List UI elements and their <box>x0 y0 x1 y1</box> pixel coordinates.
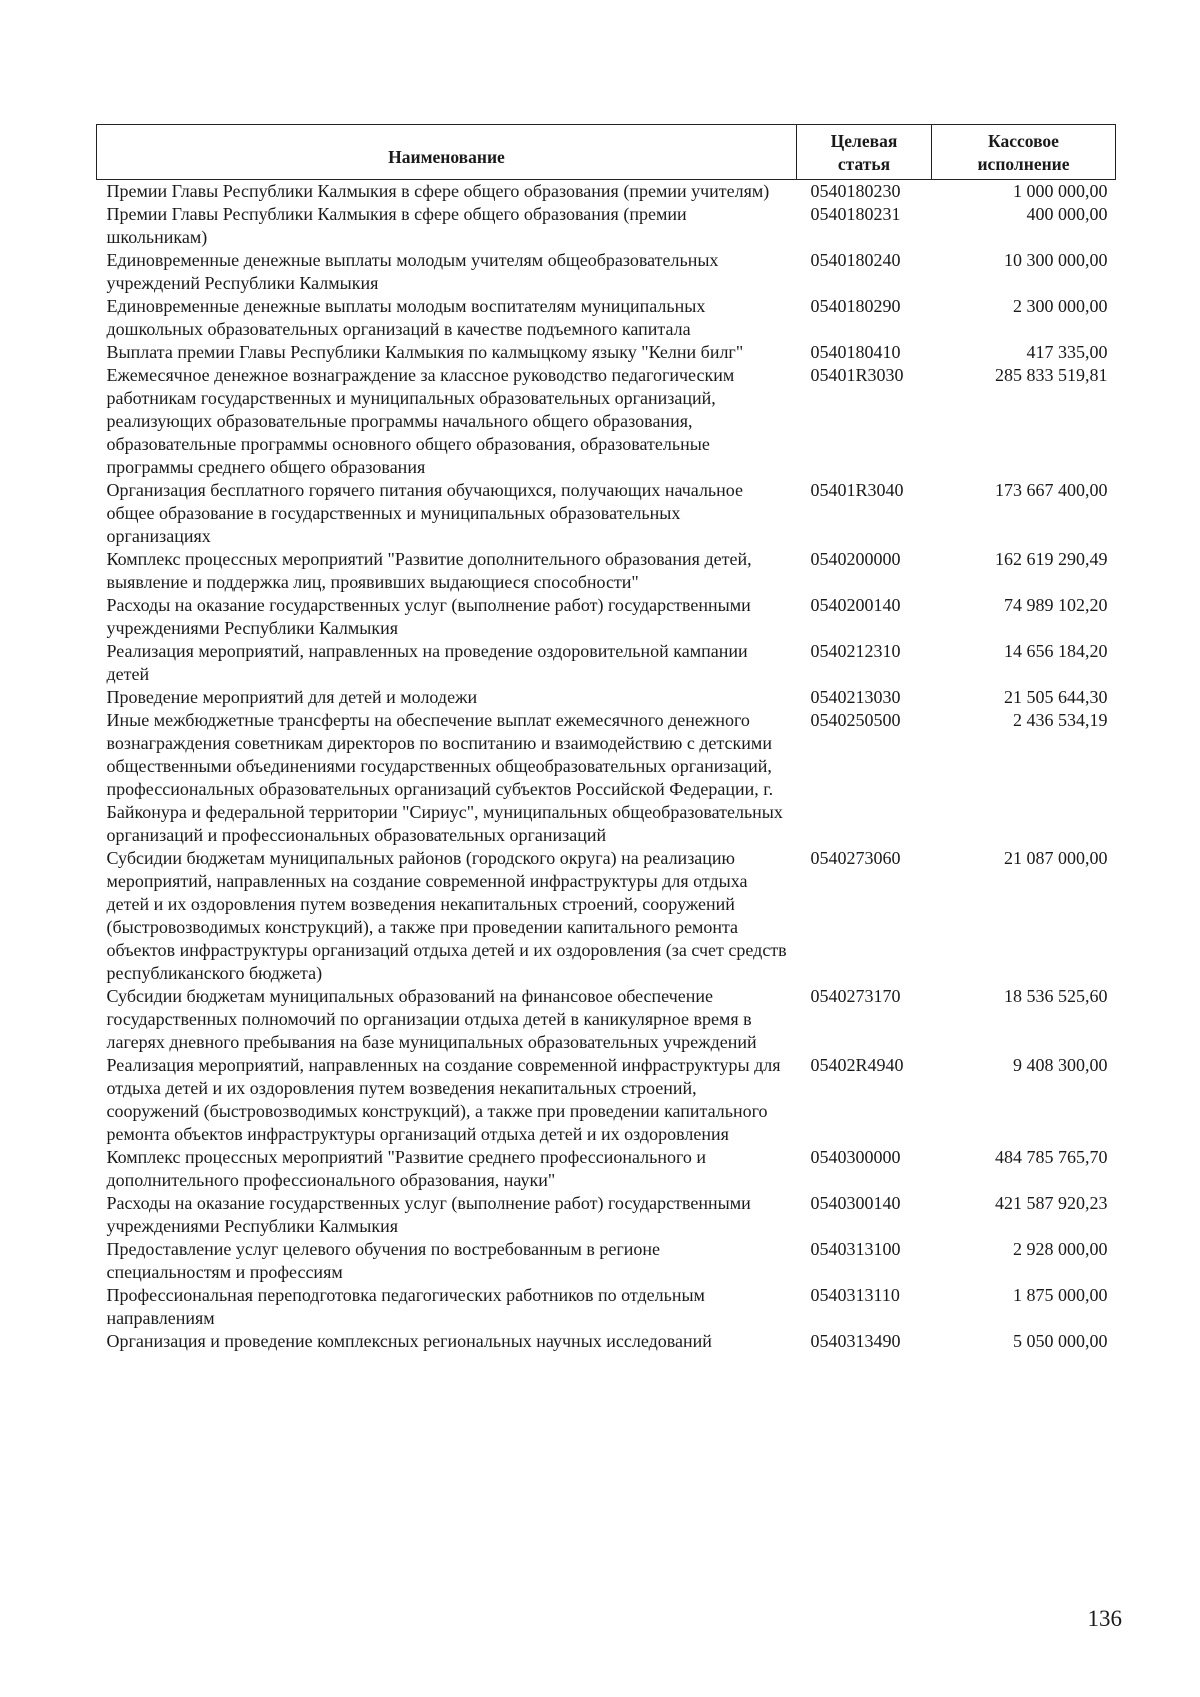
row-cash-execution: 14 656 184,20 <box>1004 641 1108 661</box>
table-row <box>97 295 1116 341</box>
table-row <box>97 1054 1116 1146</box>
row-name: Предоставление услуг целевого обучения по востребованным в регионе специальностям и профессиям <box>106 1239 661 1282</box>
table-row <box>97 847 1116 985</box>
table-row <box>97 1192 1116 1238</box>
row-cash-execution: 21 505 644,30 <box>1004 687 1108 707</box>
row-name: Профессиональная переподготовка педагогических работников по отдельным направлениям <box>106 1285 705 1328</box>
row-name: Комплекс процессных мероприятий "Развитие дополнительного образования детей, выявление и поддержка лиц, проявивших выдающиеся способности" <box>106 549 752 592</box>
row-target-code: 0540180240 <box>810 250 901 270</box>
row-name: Субсидии бюджетам муниципальных образований на финансовое обеспечение государственных полномочий по организации отдыха детей в каникулярное время в лагерях дневного пребывания на базе муниципальных образовательных учреждений <box>106 986 757 1052</box>
table-row <box>97 1330 1116 1353</box>
table-row <box>97 479 1116 548</box>
budget-execution-table <box>96 124 1116 1353</box>
row-target-code: 05401R3040 <box>810 480 904 500</box>
row-cash-execution: 2 300 000,00 <box>1013 296 1108 316</box>
row-target-code: 0540200000 <box>810 549 901 569</box>
row-target-code: 0540180230 <box>810 181 901 201</box>
header-code-line1: Целевая <box>830 131 898 151</box>
header-amount-line2: исполнение <box>977 154 1070 174</box>
row-name: Субсидии бюджетам муниципальных районов (городского округа) на реализацию мероприятий, направленных на создание современной инфраструктуры для отдыха детей и их оздоровления путем возведения некапитальных строений, сооружений (быстровозводимых конструкций), а также при проведении капитального ремонта объектов инфраструктуры организаций отдыха детей и их оздоровления (за счет средств республиканского бюджета) <box>106 848 787 983</box>
table-header-row <box>97 125 1116 180</box>
row-target-code: 0540313490 <box>810 1331 901 1351</box>
table-row <box>97 594 1116 640</box>
row-name: Расходы на оказание государственных услуг (выполнение работ) государственными учреждениями Республики Калмыкия <box>106 1193 751 1236</box>
table-row <box>97 1146 1116 1192</box>
header-name <box>97 125 797 180</box>
table-row <box>97 985 1116 1054</box>
row-target-code: 05402R4940 <box>810 1055 904 1075</box>
table-row <box>97 709 1116 847</box>
row-cash-execution: 2 436 534,19 <box>1013 710 1108 730</box>
page-number: 136 <box>1087 1606 1122 1631</box>
row-target-code: 0540313100 <box>810 1239 901 1259</box>
row-target-code: 0540180231 <box>810 204 901 224</box>
header-amount-line1: Кассовое <box>988 131 1059 151</box>
row-cash-execution: 162 619 290,49 <box>995 549 1108 569</box>
row-target-code: 0540180290 <box>810 296 901 316</box>
row-cash-execution: 400 000,00 <box>1026 204 1108 224</box>
table-row <box>97 1238 1116 1284</box>
row-cash-execution: 74 989 102,20 <box>1004 595 1108 615</box>
row-cash-execution: 285 833 519,81 <box>995 365 1108 385</box>
row-cash-execution: 5 050 000,00 <box>1013 1331 1108 1351</box>
row-cash-execution: 417 335,00 <box>1026 342 1108 362</box>
table-row <box>97 203 1116 249</box>
row-name: Организация и проведение комплексных региональных научных исследований <box>106 1331 712 1351</box>
header-amount <box>932 125 1116 180</box>
row-target-code: 0540250500 <box>810 710 901 730</box>
header-code <box>797 125 932 180</box>
row-cash-execution: 1 875 000,00 <box>1013 1285 1108 1305</box>
table-row <box>97 640 1116 686</box>
row-name: Премии Главы Республики Калмыкия в сфере общего образования (премии школьникам) <box>106 204 687 247</box>
row-cash-execution: 2 928 000,00 <box>1013 1239 1108 1259</box>
row-name: Премии Главы Республики Калмыкия в сфере общего образования (премии учителям) <box>106 181 770 201</box>
row-target-code: 0540200140 <box>810 595 901 615</box>
row-cash-execution: 173 667 400,00 <box>995 480 1108 500</box>
row-name: Единовременные денежные выплаты молодым учителям общеобразовательных учреждений Республики Калмыкия <box>106 250 719 293</box>
row-target-code: 05401R3030 <box>810 365 904 385</box>
row-cash-execution: 484 785 765,70 <box>995 1147 1108 1167</box>
row-cash-execution: 1 000 000,00 <box>1013 181 1108 201</box>
row-cash-execution: 18 536 525,60 <box>1004 986 1108 1006</box>
row-target-code: 0540300140 <box>810 1193 901 1213</box>
row-cash-execution: 421 587 920,23 <box>995 1193 1108 1213</box>
row-name: Проведение мероприятий для детей и молодежи <box>106 687 478 707</box>
row-cash-execution: 10 300 000,00 <box>1004 250 1108 270</box>
row-target-code: 0540213030 <box>810 687 901 707</box>
row-name: Единовременные денежные выплаты молодым воспитателям муниципальных дошкольных образовательных организаций в качестве подъемного капитала <box>106 296 706 339</box>
row-target-code: 0540180410 <box>810 342 901 362</box>
table-row <box>97 180 1116 204</box>
row-name: Ежемесячное денежное вознаграждение за классное руководство педагогическим работникам государственных и муниципальных образовательных организаций, реализующих образовательные программы начального общего образования, образовательные программы основного общего образования, образовательные программы среднего общего образования <box>106 365 735 477</box>
table-row <box>97 341 1116 364</box>
row-name: Реализация мероприятий, направленных на создание современной инфраструктуры для отдыха детей и их оздоровления путем возведения некапитальных строений, сооружений (быстровозводимых конструкций), а также при проведении капитального ремонта объектов инфраструктуры организаций отдыха детей и их оздоровления <box>106 1055 781 1144</box>
table-row <box>97 548 1116 594</box>
table-row <box>97 364 1116 479</box>
row-target-code: 0540273060 <box>810 848 901 868</box>
table-row <box>97 686 1116 709</box>
row-target-code: 0540273170 <box>810 986 901 1006</box>
table-row <box>97 249 1116 295</box>
table-body <box>97 180 1116 1354</box>
table-row <box>97 1284 1116 1330</box>
row-cash-execution: 9 408 300,00 <box>1013 1055 1108 1075</box>
row-name: Иные межбюджетные трансферты на обеспечение выплат ежемесячного денежного вознаграждения советникам директоров по воспитанию и взаимодействию с детскими общественными объединениями государственных общеобразовательных организаций, профессиональных образовательных организаций субъектов Российской Федерации, г. Байконура и федеральной территории "Сириус", муниципальных общеобразовательных организаций и профессиональных образовательных организаций <box>106 710 783 845</box>
row-cash-execution: 21 087 000,00 <box>1004 848 1108 868</box>
row-name: Организация бесплатного горячего питания обучающихся, получающих начальное общее образование в государственных и муниципальных образовательных организациях <box>106 480 743 546</box>
row-name: Реализация мероприятий, направленных на проведение оздоровительной кампании детей <box>106 641 748 684</box>
row-name: Комплекс процессных мероприятий "Развитие среднего профессионального и дополнительного профессионального образования, науки" <box>106 1147 707 1190</box>
row-name: Выплата премии Главы Республики Калмыкия по калмыцкому языку "Келни билг" <box>106 342 744 362</box>
row-name: Расходы на оказание государственных услуг (выполнение работ) государственными учреждениями Республики Калмыкия <box>106 595 751 638</box>
row-target-code: 0540300000 <box>810 1147 901 1167</box>
header-name-label: Наименование <box>388 146 505 167</box>
header-code-line2: статья <box>837 154 891 174</box>
row-target-code: 0540313110 <box>810 1285 900 1305</box>
row-target-code: 0540212310 <box>810 641 901 661</box>
